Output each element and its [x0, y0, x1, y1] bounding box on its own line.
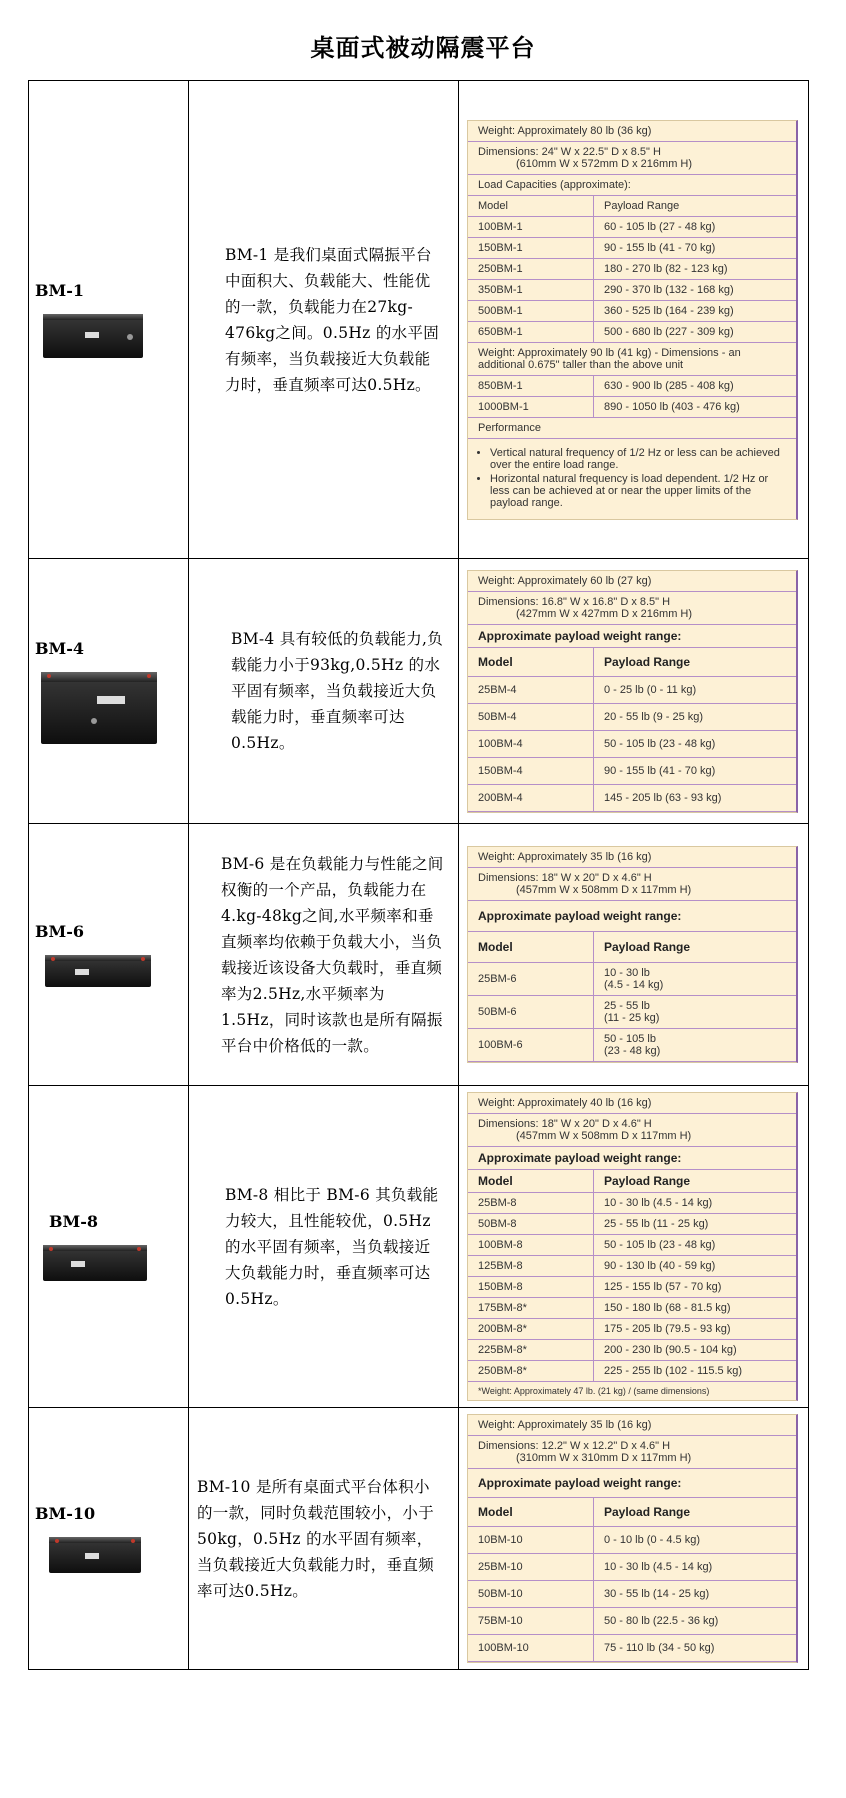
spec-range-cell: 200 - 230 lb (90.5 - 104 kg) [594, 1340, 797, 1361]
product-description: BM-10 是所有桌面式平台体积小的一款，同时负载范围较小，小于 50kg，0.5Hz 的水平固有频率，当负载接近大负载能力时，垂直频率可达0.5Hz。 [197, 1477, 435, 1600]
spec-model-cell: 1000BM-1 [468, 396, 594, 417]
spec-row [468, 1214, 796, 1235]
spec-range-cell: 30 - 55 lb (14 - 25 kg) [594, 1581, 797, 1608]
spec-row [468, 676, 796, 703]
spec-row [468, 1581, 796, 1608]
spec-row [468, 1298, 796, 1319]
model-name: BM-8 [49, 1212, 99, 1231]
desktop-isolation-platform-image [49, 1537, 141, 1573]
spec-footnote: *Weight: Approximately 47 lb. (21 kg) / (same dimensions) [478, 1386, 710, 1396]
spec-model-cell: 50BM-4 [468, 703, 594, 730]
description-cell [189, 559, 459, 824]
spec-card [467, 120, 798, 520]
spec-dimensions: Dimensions: 24" W x 22.5" D x 8.5" H (610mm W x 572mm D x 216mm H) [468, 141, 796, 174]
performance-item: • Vertical natural frequency of 1/2 Hz or less can be achieved over the entire load range. [490, 447, 786, 471]
spec-model-cell: 25BM-4 [468, 676, 594, 703]
spec-cell [459, 1408, 809, 1670]
spec-row [468, 1554, 796, 1581]
spec-card: Weight: Approximately 35 lb (16 kg) Dimensions: 18" W x 20" D x 4.6" H (457mm W x 508mm D x 117mm H) Approximate payload weight range: Model Payload Range 25BM-6 10 - 30 lb (4.5 - 14 kg) 50BM-6 25 - 55 lb (11 - 25 kg) 100BM-6 50 - 105 lb (23 - 48 kg) [467, 846, 798, 1063]
spec-model-cell: 225BM-8* [468, 1340, 594, 1361]
spec-cell [459, 81, 809, 559]
spec-model-cell: 100BM-6 [468, 1029, 594, 1062]
spec-model-cell: 25BM-10 [468, 1554, 594, 1581]
spec-range-cell: 180 - 270 lb (82 - 123 kg) [594, 258, 797, 279]
desktop-isolation-platform-image [43, 314, 143, 358]
product-row-bm-6 [29, 824, 809, 1086]
description-cell [189, 1408, 459, 1670]
desktop-isolation-platform-image [43, 1245, 147, 1281]
spec-range-cell: 150 - 180 lb (68 - 81.5 kg) [594, 1298, 797, 1319]
spec-row [468, 757, 796, 784]
spec-range-cell: 90 - 155 lb (41 - 70 kg) [594, 237, 797, 258]
spec-card: Weight: Approximately 35 lb (16 kg) Dimensions: 12.2" W x 12.2" D x 4.6" H (310mm W x 310mm D x 117mm H) Approximate payload weight range: Model Payload Range 10BM-10 0 - 10 lb (0 - 4.5 kg) 25BM-10 10 - 30 lb (4.5 - 14 kg) 50BM-10 30 - 55 lb (14 - 25 kg) 75BM-10 50 - 80 lb (22.5 - 36 kg) 100BM-10 75 - 110 lb (34 - 50 kg) [467, 1414, 798, 1663]
spec-row [468, 1340, 796, 1361]
spec-model-cell: 25BM-8 [468, 1193, 594, 1214]
spec-model-cell: 100BM-4 [468, 730, 594, 757]
spec-range-cell: 500 - 680 lb (227 - 309 kg) [594, 321, 797, 342]
description-cell [189, 1086, 459, 1408]
spec-range-cell: 25 - 55 lb (11 - 25 kg) [594, 996, 797, 1029]
spec-row [468, 1608, 796, 1635]
desktop-isolation-platform-image [45, 955, 151, 987]
performance-list [478, 447, 786, 509]
spec-row [468, 216, 796, 237]
product-row-bm-4 [29, 559, 809, 824]
spec-range-cell: 630 - 900 lb (285 - 408 kg) [594, 375, 797, 396]
performance-item: • Horizontal natural frequency is load dependent. 1/2 Hz or less can be achieved at or near the upper limits of the payload range. [490, 473, 786, 509]
product-description: BM-8 相比于 BM-6 其负载能力较大，且性能较优，0.5Hz 的水平固有频率，当负载接近大负载能力时，垂直频率可达0.5Hz。 [225, 1185, 439, 1308]
spec-cell [459, 824, 809, 1086]
spec-row [468, 730, 796, 757]
model-cell [29, 824, 189, 1086]
spec-cell [459, 1086, 809, 1408]
spec-row [468, 300, 796, 321]
spec-range-cell: 50 - 105 lb (23 - 48 kg) [594, 1235, 797, 1256]
spec-model-cell: 175BM-8* [468, 1298, 594, 1319]
model-cell [29, 1086, 189, 1408]
model-cell [29, 559, 189, 824]
spec-cell [459, 559, 809, 824]
spec-weight-2: Weight: Approximately 90 lb (41 kg) - Dimensions - an additional 0.675" taller than the above unit [468, 342, 796, 375]
spec-range-cell: 20 - 55 lb (9 - 25 kg) [594, 703, 797, 730]
spec-row [468, 1319, 796, 1340]
model-name: BM-10 [35, 1504, 96, 1523]
spec-model-cell: 250BM-8* [468, 1361, 594, 1382]
spec-range-cell: 90 - 130 lb (40 - 59 kg) [594, 1256, 797, 1277]
description-cell [189, 824, 459, 1086]
product-row-bm-8 [29, 1086, 809, 1408]
spec-model-cell: 200BM-4 [468, 784, 594, 811]
spec-range-cell: 125 - 155 lb (57 - 70 kg) [594, 1277, 797, 1298]
model-name: BM-6 [35, 922, 85, 941]
spec-model-cell: 125BM-8 [468, 1256, 594, 1277]
spec-row [468, 375, 796, 396]
spec-model-cell: 25BM-6 [468, 963, 594, 996]
spec-row [468, 963, 796, 996]
description-cell [189, 81, 459, 559]
spec-row [468, 1235, 796, 1256]
spec-row [468, 1193, 796, 1214]
spec-range-cell: 360 - 525 lb (164 - 239 kg) [594, 300, 797, 321]
product-row-bm-1 [29, 81, 809, 559]
spec-model-cell: 350BM-1 [468, 279, 594, 300]
model-cell [29, 1408, 189, 1670]
model-name: BM-1 [35, 281, 85, 300]
col-range-header: Payload Range [594, 195, 797, 216]
spec-row [468, 258, 796, 279]
spec-model-cell: 150BM-4 [468, 757, 594, 784]
product-row-bm-10 [29, 1408, 809, 1670]
spec-row [468, 703, 796, 730]
spec-range-cell: 50 - 105 lb (23 - 48 kg) [594, 730, 797, 757]
spec-range-cell: 50 - 80 lb (22.5 - 36 kg) [594, 1608, 797, 1635]
spec-model-cell: 200BM-8* [468, 1319, 594, 1340]
page-title: 桌面式被动隔震平台 [310, 33, 536, 62]
spec-performance: Performance [468, 417, 796, 438]
spec-row [468, 396, 796, 417]
spec-row [468, 279, 796, 300]
spec-range-cell: 0 - 25 lb (0 - 11 kg) [594, 676, 797, 703]
spec-row [468, 1277, 796, 1298]
spec-model-cell: 650BM-1 [468, 321, 594, 342]
spec-row [468, 996, 796, 1029]
spec-row [468, 321, 796, 342]
product-description: BM-6 是在负载能力与性能之间权衡的一个产品，负载能力在4.kg-48kg之间,水平频率和垂直频率均依赖于负载大小，当负载接近该设备大负载时，垂直频率为2.5Hz,水平频率为1.5Hz，同时该款也是所有隔振平台中价格低的一款。 [221, 854, 444, 1055]
spec-row [468, 237, 796, 258]
spec-weight: Weight: Approximately 80 lb (36 kg) [468, 121, 796, 142]
spec-range-cell: 0 - 10 lb (0 - 4.5 kg) [594, 1527, 797, 1554]
spec-model-cell: 150BM-1 [468, 237, 594, 258]
spec-model-cell: 100BM-10 [468, 1635, 594, 1662]
model-name: BM-4 [35, 638, 85, 658]
spec-model-cell: 150BM-8 [468, 1277, 594, 1298]
spec-model-cell: 100BM-1 [468, 216, 594, 237]
spec-row [468, 1635, 796, 1662]
product-description: BM-4 具有较低的负载能力,负载能力小于93kg,0.5Hz 的水平固有频率，当负载接近大负载能力时，垂直频率可达0.5Hz。 [231, 630, 444, 752]
spec-range-cell: 10 - 30 lb (4.5 - 14 kg) [594, 963, 797, 996]
spec-range-cell: 225 - 255 lb (102 - 115.5 kg) [594, 1361, 797, 1382]
spec-model-cell: 10BM-10 [468, 1527, 594, 1554]
spec-row [468, 1527, 796, 1554]
spec-range-cell: 145 - 205 lb (63 - 93 kg) [594, 784, 797, 811]
product-description: BM-1 是我们桌面式隔振平台中面积大、负载能大、性能优的一款，负载能力在27kg-476kg之间。0.5Hz 的水平固有频率，当负载接近大负载能力时，垂直频率可达0.5Hz。 [225, 245, 440, 394]
spec-range-cell: 90 - 155 lb (41 - 70 kg) [594, 757, 797, 784]
spec-card: Weight: Approximately 40 lb (16 kg) Dimensions: 18" W x 20" D x 4.6" H (457mm W x 508mm D x 117mm H) Approximate payload weight range: Model Payload Range 25BM-8 10 - 30 lb (4.5 - 14 kg) 50BM-8 25 - 55 lb (11 - 25 kg) 100BM-8 50 - 105 lb (23 - 48 kg) 125BM-8 90 - 130 lb (40 - 59 kg) 150BM-8 125 - 155 lb (57 - 70 kg) 175BM-8* 150 - 180 lb (68 - 81.5 kg) 200BM-8* 175 - 205 lb (79.5 - 93 kg) 225BM-8* 200 - 230 lb (90.5 - 104 kg) 250BM-8* 225 - 255 lb (102 - 115.5 kg) *Weight: Approximately 47 lb. (21 kg) / (same dimensions) [467, 1092, 798, 1401]
spec-row [468, 784, 796, 811]
spec-row [468, 1256, 796, 1277]
spec-range-cell: 50 - 105 lb (23 - 48 kg) [594, 1029, 797, 1062]
spec-range-cell: 10 - 30 lb (4.5 - 14 kg) [594, 1554, 797, 1581]
spec-range-cell: 175 - 205 lb (79.5 - 93 kg) [594, 1319, 797, 1340]
spec-model-cell: 500BM-1 [468, 300, 594, 321]
spec-load-capacities: Load Capacities (approximate): [468, 174, 796, 195]
spec-model-cell: 50BM-10 [468, 1581, 594, 1608]
spec-range-cell: 290 - 370 lb (132 - 168 kg) [594, 279, 797, 300]
spec-model-cell: 250BM-1 [468, 258, 594, 279]
spec-row [468, 1361, 796, 1382]
product-table [28, 80, 809, 1670]
spec-row [468, 1029, 796, 1062]
spec-model-cell: 100BM-8 [468, 1235, 594, 1256]
spec-model-cell: 50BM-6 [468, 996, 594, 1029]
desktop-isolation-platform-image [41, 672, 157, 744]
spec-range-cell: 25 - 55 lb (11 - 25 kg) [594, 1214, 797, 1235]
model-cell [29, 81, 189, 559]
spec-model-cell: 850BM-1 [468, 375, 594, 396]
spec-range-cell: 10 - 30 lb (4.5 - 14 kg) [594, 1193, 797, 1214]
spec-card: Weight: Approximately 60 lb (27 kg) Dimensions: 16.8" W x 16.8" D x 8.5" H (427mm W x 427mm D x 216mm H) Approximate payload weight range: Model Payload Range 25BM-4 0 - 25 lb (0 - 11 kg) 50BM-4 20 - 55 lb (9 - 25 kg) 100BM-4 50 - 105 lb (23 - 48 kg) 150BM-4 90 - 155 lb (41 - 70 kg) 200BM-4 145 - 205 lb (63 - 93 kg) [467, 570, 798, 813]
spec-range-cell: 75 - 110 lb (34 - 50 kg) [594, 1635, 797, 1662]
spec-model-cell: 50BM-8 [468, 1214, 594, 1235]
spec-model-cell: 75BM-10 [468, 1608, 594, 1635]
col-model-header: Model [468, 195, 594, 216]
spec-range-cell: 890 - 1050 lb (403 - 476 kg) [594, 396, 797, 417]
spec-range-cell: 60 - 105 lb (27 - 48 kg) [594, 216, 797, 237]
